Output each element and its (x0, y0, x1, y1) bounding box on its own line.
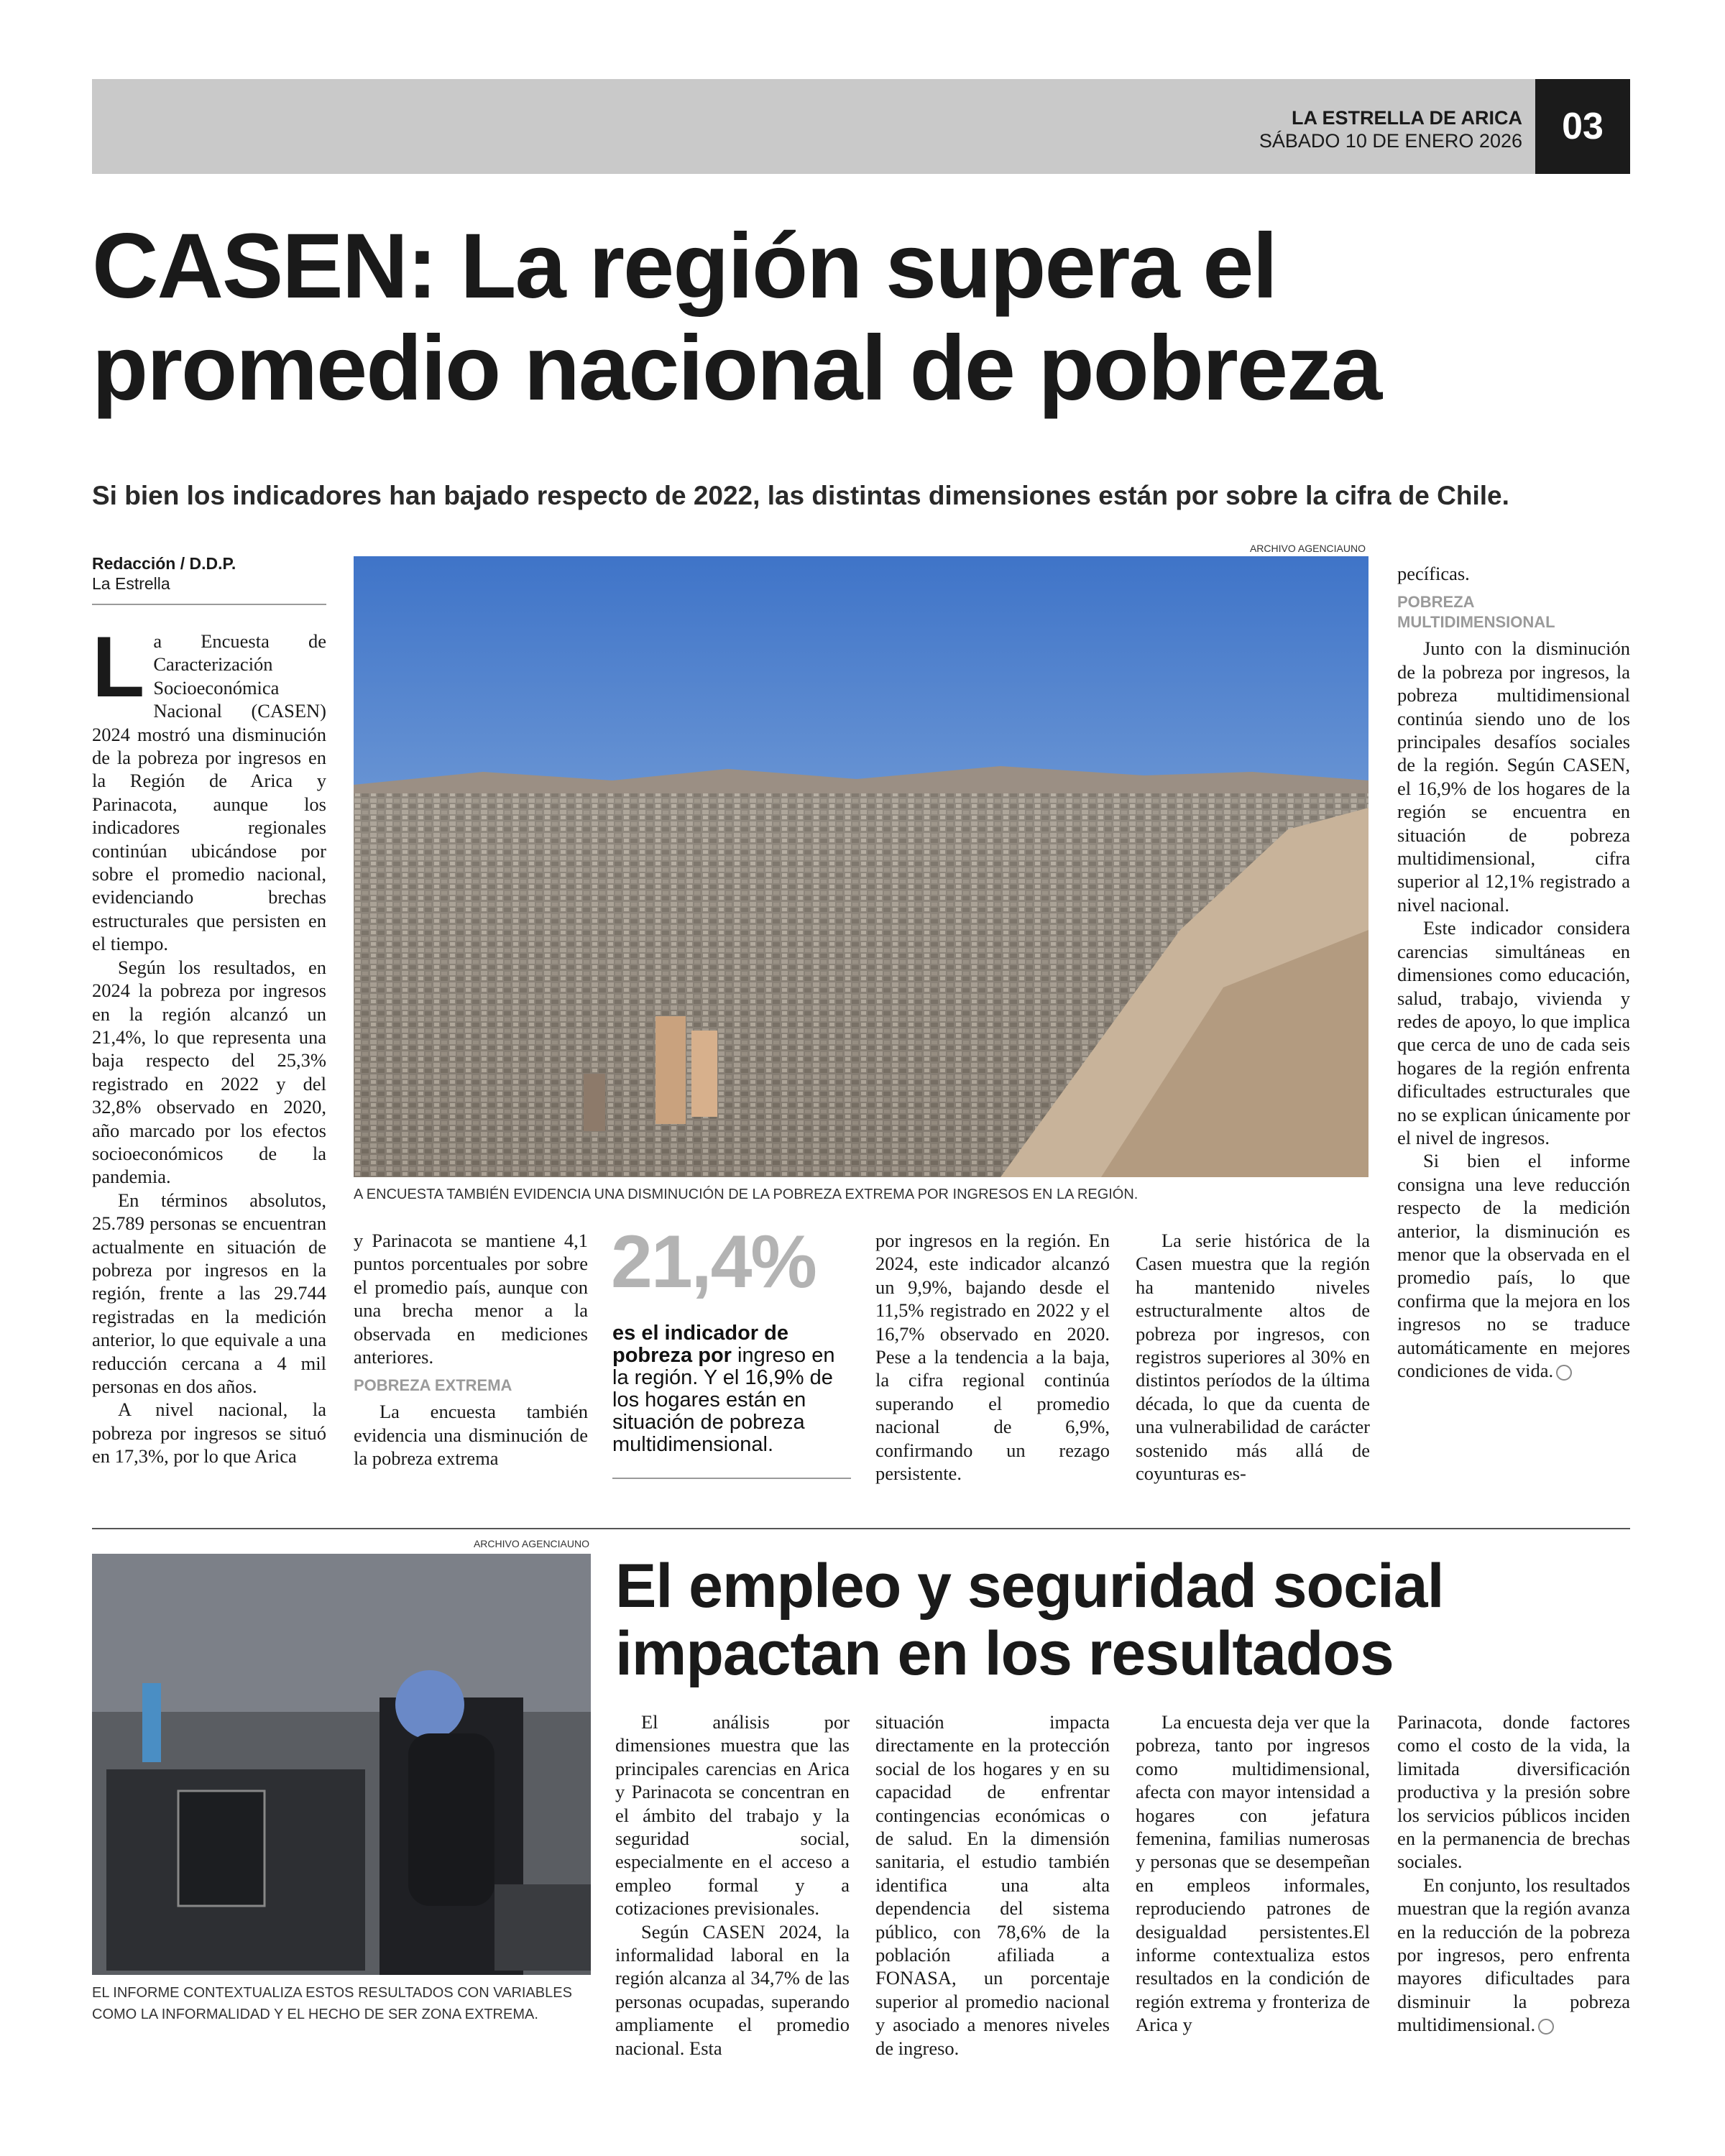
paragraph: Si bien el informe consigna una leve reducción respecto de la medición anterior, la disminución es menor que la observada en el promedio país, lo que confirma que la mejora en los ingresos no se traduce automáticamente en mejores condiciones de vida. (1397, 1150, 1630, 1381)
article2-column-2 (875, 1710, 1110, 2060)
article2-column-4 (1397, 1710, 1630, 2037)
paragraph: En conjunto, los resultados muestran que la región avanza en la reducción de la pobreza por ingresos, pero enfrenta mayores dificultades para disminuir la pobreza multidimensional. (1397, 1874, 1630, 2036)
byline-outlet: La Estrella (92, 574, 170, 593)
subhead-pobreza-extrema: POBREZA EXTREMA (354, 1376, 512, 1395)
paragraph: Junto con la disminución de la pobreza por ingresos, la pobreza multidimensional continúa siendo uno de los principales desafíos sociales de la región. Según CASEN, el 16,9% de los hogares de la región se encuentra en situación de pobreza multidimensional, cifra superior al 12,1% registrado a nivel nacional. (1397, 637, 1630, 916)
article-column-1 (92, 619, 326, 1468)
paragraph: Este indicador considera carencias simultáneas en dimensiones como educación, salud, trabajo, vivienda y redes de apoyo, lo que implica que cerca de uno de cada seis hogares de la región enfrenta dificultades estructurales que no se explican únicamente por el nivel de ingresos. (1397, 917, 1630, 1148)
stat-rule (612, 1478, 851, 1479)
article2-column-1 (615, 1710, 850, 2060)
end-mark-icon (1538, 2019, 1554, 2035)
paragraph: A nivel nacional, la pobreza por ingresos se situó en 17,3%, por lo que Arica (92, 1399, 326, 1468)
publication-name: LA ESTRELLA DE ARICA (1292, 107, 1522, 129)
worker-photo (92, 1554, 591, 1975)
subhead-pobreza-multidimensional: POBREZA MULTIDIMENSIONAL (1397, 593, 1555, 632)
publication-date: SÁBADO 10 DE ENERO 2026 (1259, 130, 1522, 152)
paragraph: La serie histórica de la Casen muestra que la región ha mantenido niveles estructuralmente altos de pobreza por ingresos, con registros superiores al 30% en distintos períodos de la última década, lo que da cuenta de una vulnerabilidad de carácter sostenido más allá de coyunturas es- (1136, 1230, 1370, 1485)
article-column-4 (875, 1229, 1110, 1485)
paragraph: pecíficas. (1397, 563, 1470, 584)
byline (92, 553, 326, 594)
byline-author: Redacción / D.D.P. (92, 554, 236, 573)
paragraph: El análisis por dimensiones muestra que las principales carencias en Arica y Parinacota se concentran en el ámbito del trabajo y la seguridad social, especialmente en el acceso a empleo formal y a cotizaciones previsionales. (615, 1711, 850, 1920)
worker-illustration (92, 1554, 591, 1975)
photo-credit: ARCHIVO AGENCIAUNO (1249, 543, 1366, 554)
paragraph: situación impacta directamente en la protección social de los hogares y en su capacidad de enfrentar contingencias económicas o de salud. En la dimensión sanitaria, el estudio también identifica una alta dependencia del sistema público, con 78,6% de la población afiliada a FONASA, un porcentaje superior al promedio nacional y asociado a menores niveles de ingreso. (875, 1711, 1110, 2059)
paragraph: Parinacota, donde factores como el costo de la vida, la limitada diversificación productiva y la presión sobre los servicios públicos inciden en la permanencia de brechas sociales. (1397, 1711, 1630, 1873)
paragraph: La encuesta también evidencia una disminución de la pobreza extrema (354, 1401, 588, 1470)
paragraph: y Parinacota se mantiene 4,1 puntos porcentuales por sobre el promedio país, aunque con una brecha menor a la observada en mediciones anteriores. (354, 1230, 588, 1368)
stat-value: 21,4% (611, 1220, 816, 1304)
photo-caption: A ENCUESTA TAMBIÉN EVIDENCIA UNA DISMINUCIÓN DE LA POBREZA EXTREMA POR INGRESOS EN LA REGIÓN. (354, 1187, 1138, 1202)
lead-paragraph: La Encuesta de Caracterización Socioeconómica Nacional (CASEN) 2024 mostró una disminución de la pobreza por ingresos en la Región de Arica y Parinacota, aunque los indicadores regionales continúan ubicándose por sobre el promedio nacional, evidenciando brechas estructurales que persisten en el tiempo. (92, 619, 326, 955)
photo-credit-2: ARCHIVO AGENCIAUNO (473, 1538, 589, 1549)
paragraph: Según los resultados, en 2024 la pobreza por ingresos en la región alcanzó un 21,4%, lo que representa una baja respecto del 25,3% registrado en 2022 y del 32,8% observado en 2020, año marcado por los efectos socioeconómicos de la pandemia. (92, 956, 326, 1188)
end-mark-icon (1556, 1365, 1572, 1381)
photo-caption-2: EL INFORME CONTEXTUALIZA ESTOS RESULTADOS CON VARIABLES COMO LA INFORMALIDAD Y EL HECHO DE SER ZONA EXTREMA. (92, 1985, 572, 2022)
article2-column-3 (1136, 1710, 1370, 2037)
publication-info (1186, 106, 1522, 152)
city-aerial-illustration (354, 556, 1368, 1177)
paragraph: por ingresos en la región. En 2024, este indicador alcanzó un 9,9%, bajando desde el 11,5% registrado en 2022 y el 16,7% observado en 2020. Pese a la tendencia a la baja, la cifra regional continúa superando el promedio nacional de 6,9%, confirmando un rezago persistente. (875, 1230, 1110, 1485)
paragraph: La encuesta deja ver que la pobreza, tanto por ingresos como multidimensional, afecta con mayor intensidad a hogares con jefatura femenina, familias numerosas y personas que se desempeñan en empleos informales, reproduciendo patrones de desigualdad persistentes.El informe contextualiza estos resultados en la condición de región extrema y fronteriza de Arica y (1136, 1711, 1370, 2036)
secondary-headline: El empleo y seguridad social impactan en los resultados (615, 1552, 1444, 1688)
article-column-2 (354, 1229, 588, 1470)
deck: Si bien los indicadores han bajado respecto de 2022, las distintas dimensiones están por sobre la cifra de Chile. (92, 481, 1509, 510)
city-aerial-photo (354, 556, 1368, 1177)
main-headline: CASEN: La región supera el promedio nacional de pobreza (92, 215, 1381, 420)
drop-cap: L (92, 619, 145, 715)
article-column-5 (1136, 1229, 1370, 1485)
byline-rule (92, 604, 326, 605)
paragraph: En términos absolutos, 25.789 personas se encuentran actualmente en situación de pobreza por ingresos en la región, frente a las 29.744 registradas en la medición anterior, lo que equivale a una reducción cercana a 4 mil personas en dos años. (92, 1189, 326, 1397)
page-number: 03 (1535, 79, 1630, 174)
article-column-6 (1397, 562, 1630, 1382)
paragraph: Según CASEN 2024, la informalidad laboral en la región alcanza al 34,7% de las personas ocupadas, superando ampliamente el promedio nacional. Esta (615, 1920, 850, 2059)
stat-description: es el indicador de pobreza por ingreso en la región. Y el 16,9% de los hogares están en situación de pobreza multidimensional. (612, 1322, 835, 1456)
section-divider (92, 1528, 1630, 1529)
